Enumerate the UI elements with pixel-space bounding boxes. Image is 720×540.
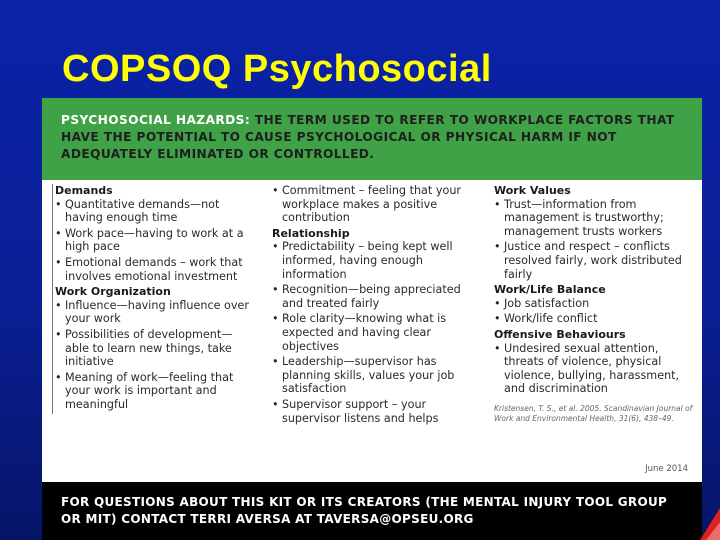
hazards-card — [42, 98, 702, 540]
list-item: • Job satisfaction — [494, 297, 694, 311]
section-list — [494, 342, 694, 396]
citation: Kristensen, T. S., et al. 2005. Scandinavian Journal of Work and Environmental Health, 31(6), 438–49. — [494, 403, 693, 423]
list-item: • Leadership—supervisor has planning skills, values your job satisfaction — [272, 355, 477, 396]
section-list — [494, 198, 694, 282]
contact-text: FOR QUESTIONS ABOUT THIS KIT OR ITS CREATORS (THE MENTAL INJURY TOOL GROUP OR MIT) CONTACT TERRI AVERSA AT TAVERSA@OPSEU.ORG — [61, 495, 668, 526]
list-item: • Recognition—being appreciated and treated fairly — [272, 283, 477, 310]
list-item: • Meaning of work—feeling that your work is important and meaningful — [55, 371, 255, 412]
list-item: • Work/life conflict — [494, 312, 694, 326]
section-list — [55, 299, 255, 412]
contact-footer — [42, 482, 702, 540]
definition-lead: PSYCHOSOCIAL HAZARDS: — [61, 113, 251, 127]
list-item: • Role clarity—knowing what is expected and having clear objectives — [272, 312, 477, 353]
column-2 — [272, 184, 477, 427]
column-3 — [494, 184, 694, 424]
list-item: • Quantitative demands—not having enough time — [55, 198, 255, 225]
definition-text — [61, 112, 691, 163]
list-item: • Supervisor support – your supervisor listens and helps — [272, 398, 477, 425]
logo-corner-icon — [700, 500, 720, 540]
list-item: • Predictability – being kept well informed, having enough information — [272, 240, 477, 281]
section-heading: Offensive Behaviours — [494, 327, 626, 341]
section-list — [272, 184, 477, 225]
list-item: • Influence—having influence over your work — [55, 299, 255, 326]
section-heading: Relationship — [272, 226, 350, 240]
list-item: • Trust—information from management is trustworthy; management trusts workers — [494, 198, 694, 239]
section-heading: Work Values — [494, 184, 571, 197]
definition-body: THE TERM USED TO REFER TO WORKPLACE FACTORS THAT HAVE THE POTENTIAL TO CAUSE PSYCHOLOGICAL OR PHYSICAL HARM IF NOT ADEQUATELY ELIMINATED OR CONTROLLED. — [61, 113, 675, 161]
section-list — [494, 297, 694, 326]
section-list — [272, 240, 477, 425]
slide-title: COPSOQ Psychosocial — [62, 48, 492, 90]
list-item: • Undesired sexual attention, threats of violence, physical violence, bullying, harassment, and discrimination — [494, 342, 694, 396]
list-item: • Commitment – feeling that your workplace makes a positive contribution — [272, 184, 477, 225]
list-item: • Justice and respect – conflicts resolved fairly, work distributed fairly — [494, 240, 694, 281]
section-heading: Demands — [55, 184, 113, 197]
date-label: June 2014 — [645, 464, 688, 474]
column-1 — [52, 184, 255, 414]
definition-banner — [42, 98, 702, 180]
list-item: • Work pace—having to work at a high pace — [55, 227, 255, 254]
list-item: • Possibilities of development—able to learn new things, take initiative — [55, 328, 255, 369]
list-item: • Emotional demands – work that involves emotional investment — [55, 256, 255, 283]
section-heading: Work Organization — [55, 285, 171, 299]
section-heading: Work/Life Balance — [494, 283, 606, 297]
section-list — [55, 198, 255, 284]
